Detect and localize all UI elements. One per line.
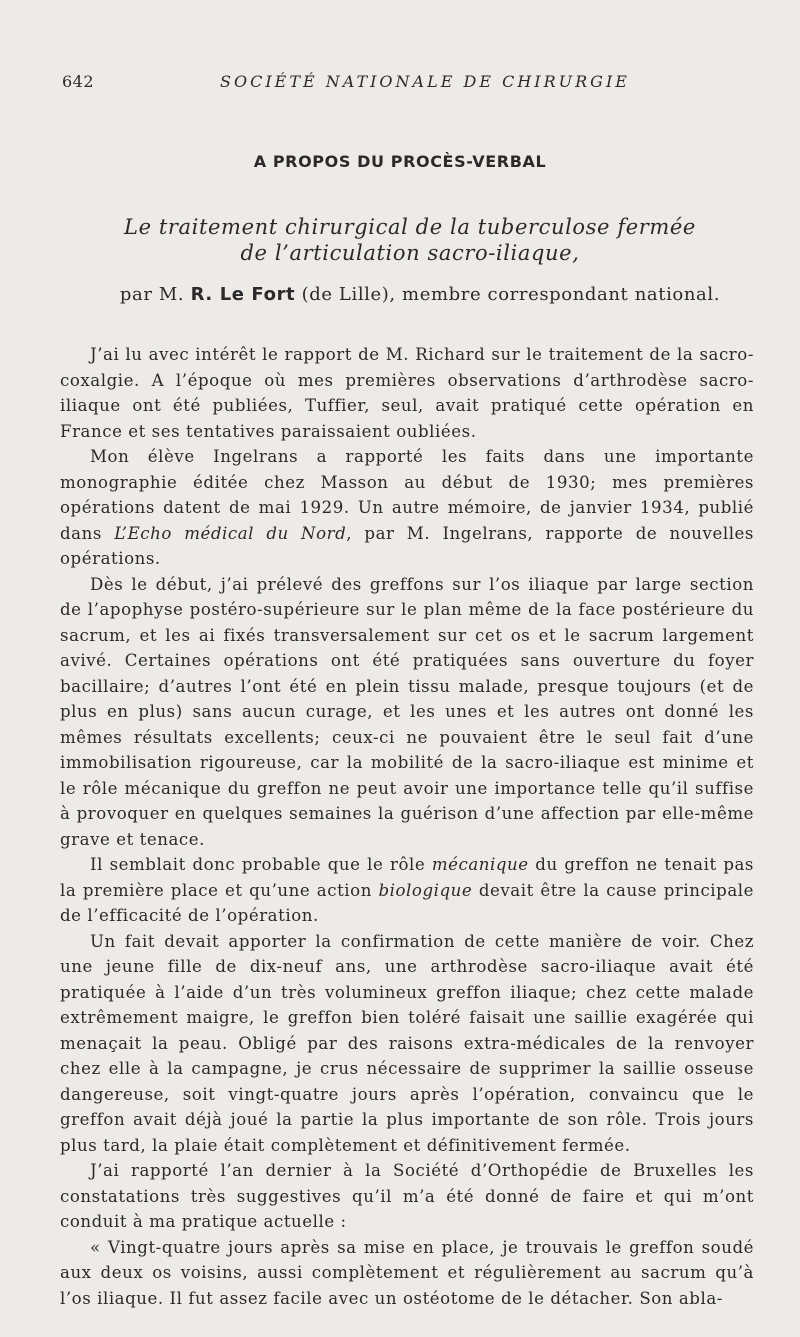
journal-name: L’Echo médical du Nord	[114, 523, 347, 543]
paragraph-1: J’ai lu avec intérêt le rapport de M. Richard sur le traitement de la sacro-coxalgie. A l’époque où mes premières observations d’arthrodèse sacro-iliaque ont été publiées, Tuffier, seul, avait pratiqué cette opération en France et ses tentatives paraissaient oubliées.	[60, 345, 754, 441]
running-title: SOCIÉTÉ NATIONALE DE CHIRURGIE	[220, 72, 630, 91]
byline-suffix: (de Lille), membre correspondant national.	[301, 284, 721, 305]
paragraph-4	[60, 852, 754, 929]
author-name: R. Le Fort	[190, 284, 296, 305]
article-title-line-1: Le traitement chirurgical de la tuberculose fermée	[124, 215, 696, 239]
paragraph-2-text-b: , par M. Ingelrans, rapporte de nouvelles opérations.	[60, 523, 754, 568]
paragraph-7: « Vingt-quatre jours après sa mise en place, je trouvais le greffon soudé aux deux os voisins, aussi complètement et régulièrement au sacrum qu’à l’os iliaque. Il fut assez facile avec un ostéotome de le détacher. Son abla-	[60, 1237, 754, 1308]
article-title-line-2: de l’articulation sacro-iliaque,	[240, 241, 580, 265]
paragraph-3: Dès le début, j’ai prélevé des greffons sur l’os iliaque par large section de l’apophyse postéro-supérieure sur le plan même de la face postérieure du sacrum, et les ai fixés transversalement sur cet os et le sacrum largement avivé. Certaines opérations ont été pratiquées sans ouverture du foyer bacillaire; d’autres l’ont été en plein tissu malade, presque toujours (et de plus en plus) sans aucun curage, et les unes et les autres ont donné les mêmes résultats excellents; ceux-ci ne pouvaient être le seul fait d’une immobilisation rigoureuse, car la mobilité de la sacro-iliaque est minime et le rôle mécanique du greffon ne peut avoir une importance telle qu’il suffise à provoquer en quelques semaines la guérison d’une affection par elle-même grave et tenace.	[60, 574, 754, 849]
paragraph-2-text-a: Mon élève Ingelrans a rapporté les faits dans une importante monographie éditée chez Masson au début de 1930; mes premières opérations datent de mai 1929. Un autre mémoire, de janvier 1934, publié dans	[60, 447, 754, 543]
paragraph-2	[60, 444, 754, 572]
emphasis-biologique: biologique	[378, 880, 473, 900]
article-title	[60, 214, 760, 266]
paragraph-5: Un fait devait apporter la confirmation de cette manière de voir. Chez une jeune fille de dix-neuf ans, une arthrodèse sacro-iliaque avait été pratiquée à l’aide d’un très volumineux greffon iliaque; chez cette malade extrêmement maigre, le greffon bien toléré faisait une saillie exagérée qui menaçait la peau. Obligé par des raisons extra-médicales de la renvoyer chez elle à la campagne, je crus nécessaire de supprimer la saillie osseuse dangereuse, soit vingt-quatre jours après l’opération, convaincu que le greffon avait déjà joué la partie la plus importante de son rôle. Trois jours plus tard, la plaie était complètement et définitivement fermée.	[60, 931, 754, 1155]
page-number: 642	[62, 72, 95, 91]
byline	[60, 284, 780, 305]
byline-prefix: par M.	[119, 284, 185, 305]
article-body	[60, 342, 754, 1311]
running-header	[62, 72, 760, 96]
paragraph-6: J’ai rapporté l’an dernier à la Société d’Orthopédie de Bruxelles les constatations très suggestives qu’il m’a été donné de faire et qui m’ont conduit à ma pratique actuelle :	[60, 1161, 754, 1231]
section-title: A PROPOS DU PROCÈS-VERBAL	[253, 152, 547, 171]
emphasis-mecanique: mécanique	[431, 855, 529, 874]
paragraph-4-text-b: du greffon ne tenait pas la première place et qu’une action	[60, 855, 754, 900]
paragraph-4-text-c: devait être la cause principale de l’efficacité de l’opération.	[60, 880, 754, 925]
paragraph-4-text-a: Il semblait donc probable que le rôle	[90, 855, 432, 874]
